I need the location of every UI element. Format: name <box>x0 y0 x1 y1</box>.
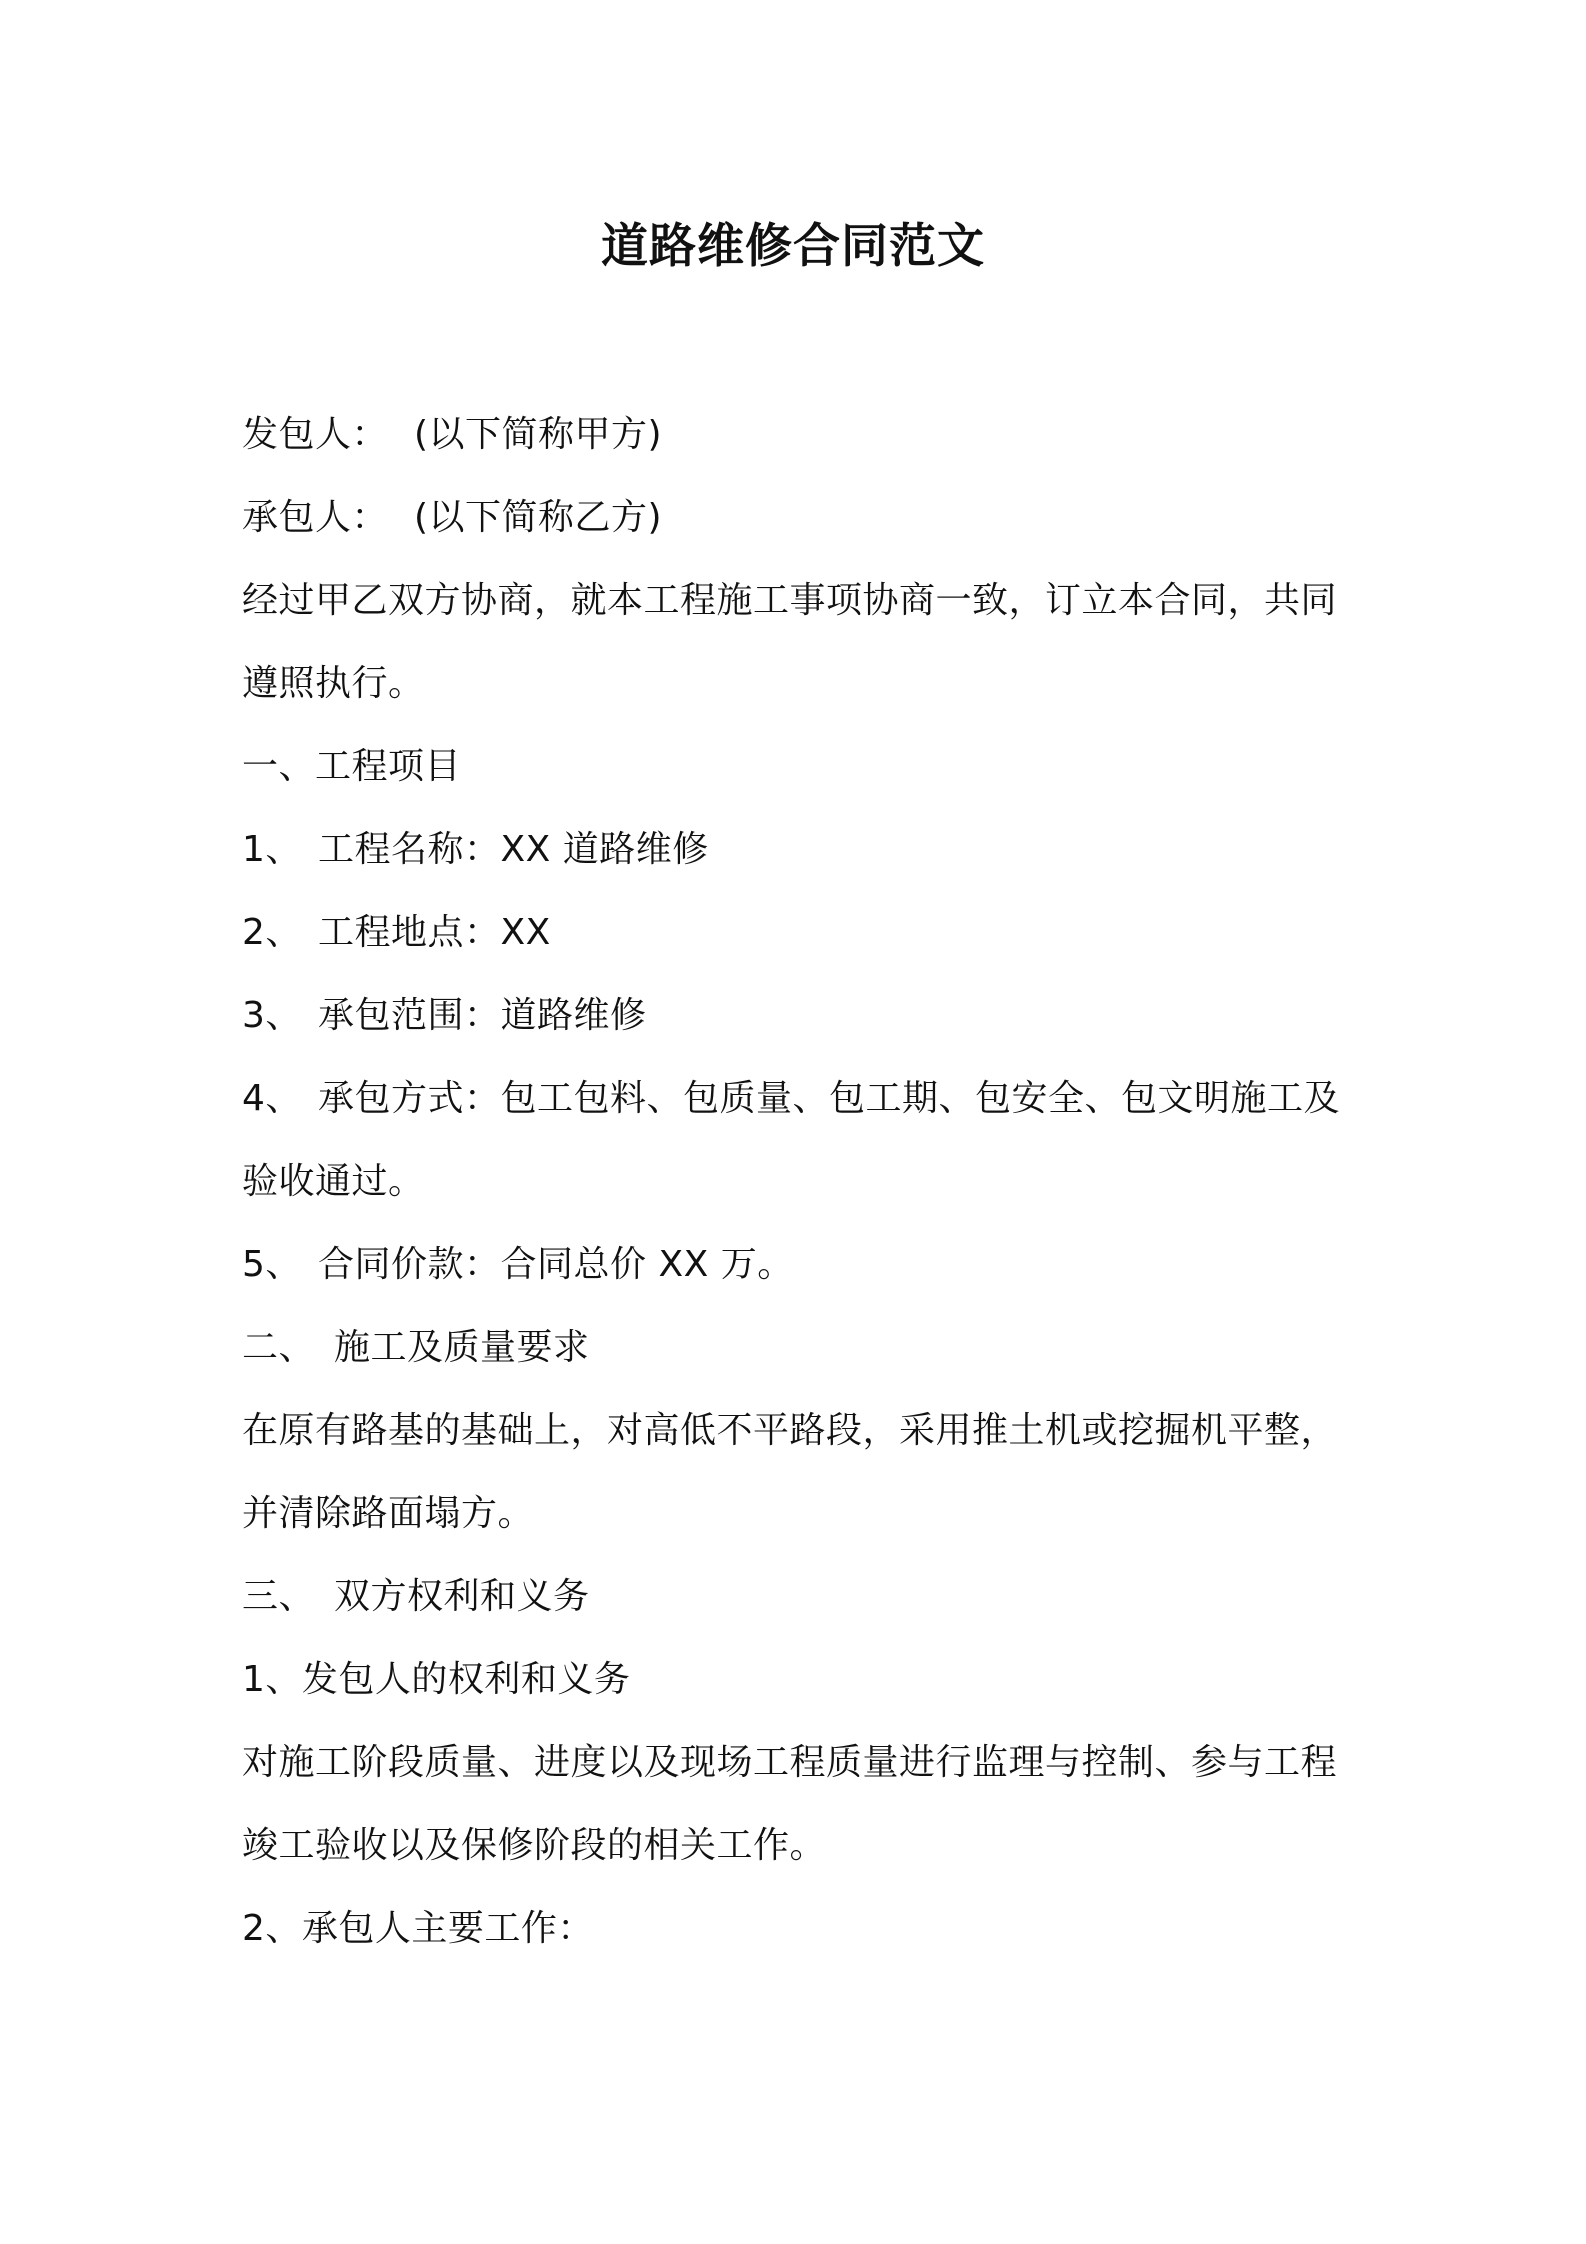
party-a-line <box>242 407 1362 463</box>
item-number: 3、 <box>242 995 302 1036</box>
item-number: 1、 <box>242 829 302 870</box>
section-1-item <box>242 905 1362 961</box>
section-1-item <box>242 988 1362 1044</box>
item-number: 5、 <box>242 1244 302 1285</box>
party-a-note: (以下简称甲方) <box>414 414 663 455</box>
section-2-heading <box>242 1320 1362 1376</box>
section-3-para-line-1: 对施工阶段质量、进度以及现场工程质量进行监理与控制、参与工程 <box>242 1742 1338 1783</box>
section-number: 二、 <box>242 1327 316 1368</box>
section-1-item <box>242 1237 1362 1293</box>
item-text: 承包范围：道路维修 <box>318 995 647 1036</box>
section-number: 三、 <box>242 1576 316 1617</box>
intro-line-1: 经过甲乙双方协商，就本工程施工事项协商一致，订立本合同，共同 <box>242 580 1338 621</box>
item-text: 工程地点：XX <box>318 912 551 953</box>
section-1-item <box>242 822 1362 878</box>
section-1-item <box>242 1071 1362 1127</box>
party-a-label: 发包人： <box>242 414 389 455</box>
section-1-item-4-continued: 验收通过。 <box>242 1161 425 1202</box>
party-b-label: 承包人： <box>242 497 389 538</box>
document-title: 道路维修合同范文 <box>601 219 985 274</box>
section-2-para-line-2: 并清除路面塌方。 <box>242 1493 535 1534</box>
section-title: 施工及质量要求 <box>334 1327 590 1368</box>
section-3-subheading-1: 1、发包人的权利和义务 <box>242 1659 631 1700</box>
section-2-para-line-1: 在原有路基的基础上，对高低不平路段，采用推土机或挖掘机平整， <box>242 1410 1338 1451</box>
item-text: 承包方式：包工包料、包质量、包工期、包安全、包文明施工及 <box>318 1078 1341 1119</box>
section-1-heading: 一、工程项目 <box>242 746 462 787</box>
intro-line-2: 遵照执行。 <box>242 663 425 704</box>
section-3-heading <box>242 1569 1362 1625</box>
section-3-para-line-2: 竣工验收以及保修阶段的相关工作。 <box>242 1825 827 1866</box>
party-b-note: (以下简称乙方) <box>414 497 663 538</box>
section-3-subheading-2: 2、承包人主要工作： <box>242 1908 594 1949</box>
section-title: 双方权利和义务 <box>334 1576 590 1617</box>
party-b-line <box>242 490 1362 546</box>
item-number: 4、 <box>242 1078 302 1119</box>
item-text: 工程名称：XX 道路维修 <box>318 829 709 870</box>
item-number: 2、 <box>242 912 302 953</box>
item-text: 合同价款：合同总价 XX 万。 <box>318 1244 794 1285</box>
